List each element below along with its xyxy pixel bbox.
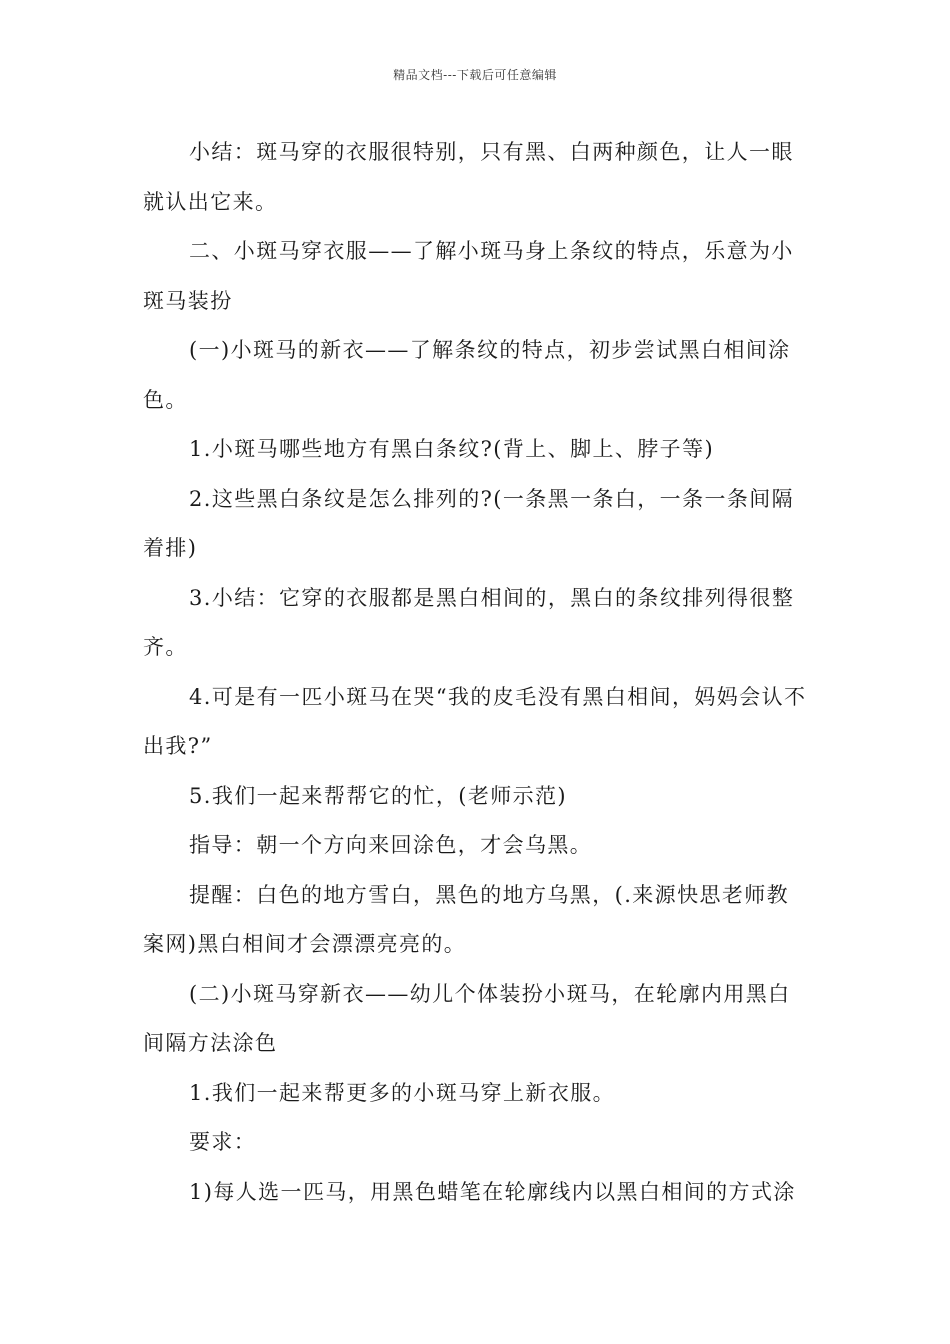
- paragraph-reminder: 提醒：白色的地方雪白，黑色的地方乌黑，(.来源快思老师教案网)黑白相间才会漂漂亮亮的。: [143, 882, 790, 956]
- document-body: [143, 128, 807, 1217]
- paragraph-summary: 小结：斑马穿的衣服很特别，只有黑、白两种颜色，让人一眼就认出它来。: [143, 140, 794, 214]
- paragraph-item-1: 1.小斑马哪些地方有黑白条纹?(背上、脚上、脖子等): [189, 437, 715, 461]
- paragraph-item-4: 4.可是有一匹小斑马在哭“我的皮毛没有黑白相间，妈妈会认不出我?”: [143, 684, 807, 758]
- paragraph-requirement-1: 1)每人选一匹马，用黑色蜡笔在轮廓线内以黑白相间的方式涂: [189, 1179, 796, 1204]
- paragraph-item-5: 5.我们一起来帮帮它的忙，(老师示范): [189, 783, 568, 808]
- paragraph-subsection-one-heading: (一)小斑马的新衣——了解条纹的特点，初步尝试黑白相间涂色。: [143, 338, 791, 412]
- paragraph-guidance: 指导：朝一个方向来回涂色，才会乌黑。: [189, 833, 593, 857]
- page-header: 精品文档---下载后可任意编辑: [393, 68, 557, 82]
- paragraph-item-3: 3.小结：它穿的衣服都是黑白相间的，黑白的条纹排列得很整齐。: [143, 585, 795, 659]
- paragraph-item-1b: 1.我们一起来帮更多的小斑马穿上新衣服。: [189, 1080, 616, 1105]
- paragraph-subsection-two-heading: (二)小斑马穿新衣——幼儿个体装扮小斑马，在轮廓内用黑白间隔方法涂色: [143, 981, 791, 1055]
- paragraph-section-two-heading: 二、小斑马穿衣服——了解小斑马身上条纹的特点，乐意为小斑马装扮: [143, 239, 794, 313]
- paragraph-item-2: 2.这些黑白条纹是怎么排列的?(一条黑一条白，一条一条间隔着排): [143, 486, 795, 560]
- paragraph-requirements-label: 要求：: [189, 1130, 257, 1154]
